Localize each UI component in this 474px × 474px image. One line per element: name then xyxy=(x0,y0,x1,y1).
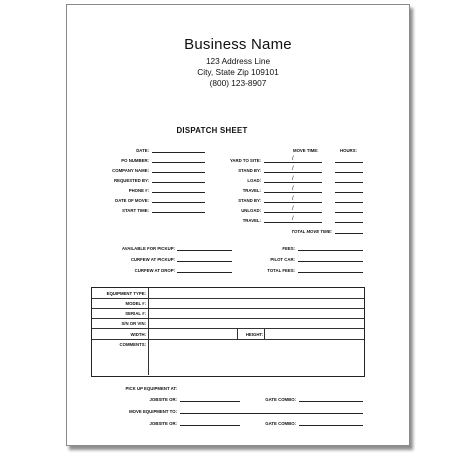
pickup-label-curfew-pickup: CURFEW AT PICKUP: xyxy=(130,257,175,262)
equipment-label-type: EQUIPMENT TYPE: xyxy=(106,291,146,296)
move-row-line-yard-to-site[interactable] xyxy=(264,162,322,163)
hours-line-stand-by-2[interactable] xyxy=(335,202,363,203)
pickup-line-curfew-drop[interactable] xyxy=(177,272,232,273)
field-line-date-of-move[interactable] xyxy=(152,202,205,203)
field-label-date: DATE: xyxy=(136,148,149,153)
row-divider xyxy=(92,339,364,340)
equipment-label-width: WIDTH: xyxy=(130,332,146,337)
hours-header: HOURS: xyxy=(340,148,357,153)
fee-line-pilot-car[interactable] xyxy=(298,261,363,262)
field-line-company-name[interactable] xyxy=(152,172,205,173)
hours-line-unload[interactable] xyxy=(335,212,363,213)
move-row-slash: / xyxy=(292,156,294,162)
field-line-date[interactable] xyxy=(152,152,205,153)
move-row-line-stand-by-2[interactable] xyxy=(264,202,322,203)
row-divider xyxy=(92,318,364,319)
equipment-label-height: HEIGHT: xyxy=(245,332,263,337)
move-equipment-to-label: MOVE EQUIPMENT TO: xyxy=(129,409,177,414)
dispatch-sheet-page xyxy=(66,4,410,446)
total-move-time-label: TOTAL MOVE TIME: xyxy=(291,229,332,234)
move-row-slash: / xyxy=(292,166,294,172)
hours-line-travel[interactable] xyxy=(335,192,363,193)
move-row-slash: / xyxy=(292,176,294,182)
drop-gate-combo-line[interactable] xyxy=(299,425,363,426)
move-row-slash: / xyxy=(292,206,294,212)
fee-label-pilot-car: PILOT CAR: xyxy=(270,257,295,262)
equipment-label-serial: SERIAL #: xyxy=(125,311,146,316)
move-row-label-stand-by: STAND BY: xyxy=(238,168,261,173)
row-divider xyxy=(92,308,364,309)
business-name: Business Name xyxy=(184,36,292,53)
hours-line-yard-to-site[interactable] xyxy=(335,162,363,163)
pickup-gate-combo-line[interactable] xyxy=(299,401,363,402)
pickup-line-curfew-pickup[interactable] xyxy=(177,261,232,262)
move-time-header: MOVE TIME: xyxy=(293,148,319,153)
drop-jobsite-label: JOBSITE OR: xyxy=(149,421,177,426)
move-row-slash: / xyxy=(292,186,294,192)
field-line-po-number[interactable] xyxy=(152,162,205,163)
field-label-company-name: COMPANY NAME: xyxy=(112,168,149,173)
move-row-line-travel-2[interactable] xyxy=(264,222,322,223)
pickup-label-available: AVAILABLE FOR PICKUP: xyxy=(121,246,175,251)
move-equipment-to-line[interactable] xyxy=(180,413,363,414)
pickup-jobsite-line[interactable] xyxy=(180,401,240,402)
move-row-label-yard-to-site: YARD TO SITE: xyxy=(229,158,261,163)
pickup-jobsite-label: JOBSITE OR: xyxy=(149,397,177,402)
field-line-start-time[interactable] xyxy=(152,212,205,213)
hours-line-load[interactable] xyxy=(335,182,363,183)
equipment-label-model: MODEL #: xyxy=(125,301,146,306)
total-move-time-line[interactable] xyxy=(335,233,363,234)
height-divider xyxy=(264,328,265,339)
field-line-requested-by[interactable] xyxy=(152,182,205,183)
move-row-slash: / xyxy=(292,216,294,222)
fee-line-fees[interactable] xyxy=(298,250,363,251)
move-row-line-stand-by[interactable] xyxy=(264,172,322,173)
phone-number: (800) 123-8907 xyxy=(209,78,267,88)
field-label-date-of-move: DATE OF MOVE: xyxy=(115,198,149,203)
row-divider xyxy=(92,298,364,299)
city-state-zip: City, State Zip 109101 xyxy=(197,67,279,77)
field-label-po-number: PO NUMBER: xyxy=(121,158,149,163)
pickup-line-available[interactable] xyxy=(177,250,232,251)
drop-jobsite-line[interactable] xyxy=(180,425,240,426)
drop-gate-combo-label: GATE COMBO: xyxy=(265,421,296,426)
fee-label-fees: FEES: xyxy=(282,246,295,251)
hours-line-travel-2[interactable] xyxy=(335,222,363,223)
field-label-start-time: START TIME: xyxy=(122,208,149,213)
move-row-line-load[interactable] xyxy=(264,182,322,183)
comments-label: COMMENTS: xyxy=(119,342,146,347)
pickup-equipment-at-label: PICK UP EQUIPMENT AT: xyxy=(125,386,177,391)
move-row-label-load: LOAD: xyxy=(247,178,261,183)
move-row-label-travel-2: TRAVEL: xyxy=(242,218,261,223)
move-row-line-travel[interactable] xyxy=(264,192,322,193)
field-label-phone: PHONE #: xyxy=(128,188,149,193)
form-title: DISPATCH SHEET xyxy=(176,126,248,135)
move-row-line-unload[interactable] xyxy=(264,212,322,213)
move-row-label-stand-by-2: STAND BY: xyxy=(238,198,261,203)
fee-line-total-fees[interactable] xyxy=(298,272,363,273)
equipment-box xyxy=(91,287,365,377)
field-line-phone[interactable] xyxy=(152,192,205,193)
hours-line-stand-by[interactable] xyxy=(335,172,363,173)
equipment-divider xyxy=(148,288,149,375)
row-divider xyxy=(92,328,364,329)
move-row-label-unload: UNLOAD: xyxy=(241,208,261,213)
field-label-requested-by: REQUESTED BY: xyxy=(113,178,149,183)
pickup-gate-combo-label: GATE COMBO: xyxy=(265,397,296,402)
move-row-slash: / xyxy=(292,196,294,202)
move-row-label-travel: TRAVEL: xyxy=(242,188,261,193)
fee-label-total-fees: TOTAL FEES: xyxy=(267,268,295,273)
address-line: 123 Address Line xyxy=(205,56,271,66)
equipment-label-sn-vin: S/N OR VIN: xyxy=(121,321,146,326)
pickup-label-curfew-drop: CURFEW AT DROP: xyxy=(134,268,175,273)
